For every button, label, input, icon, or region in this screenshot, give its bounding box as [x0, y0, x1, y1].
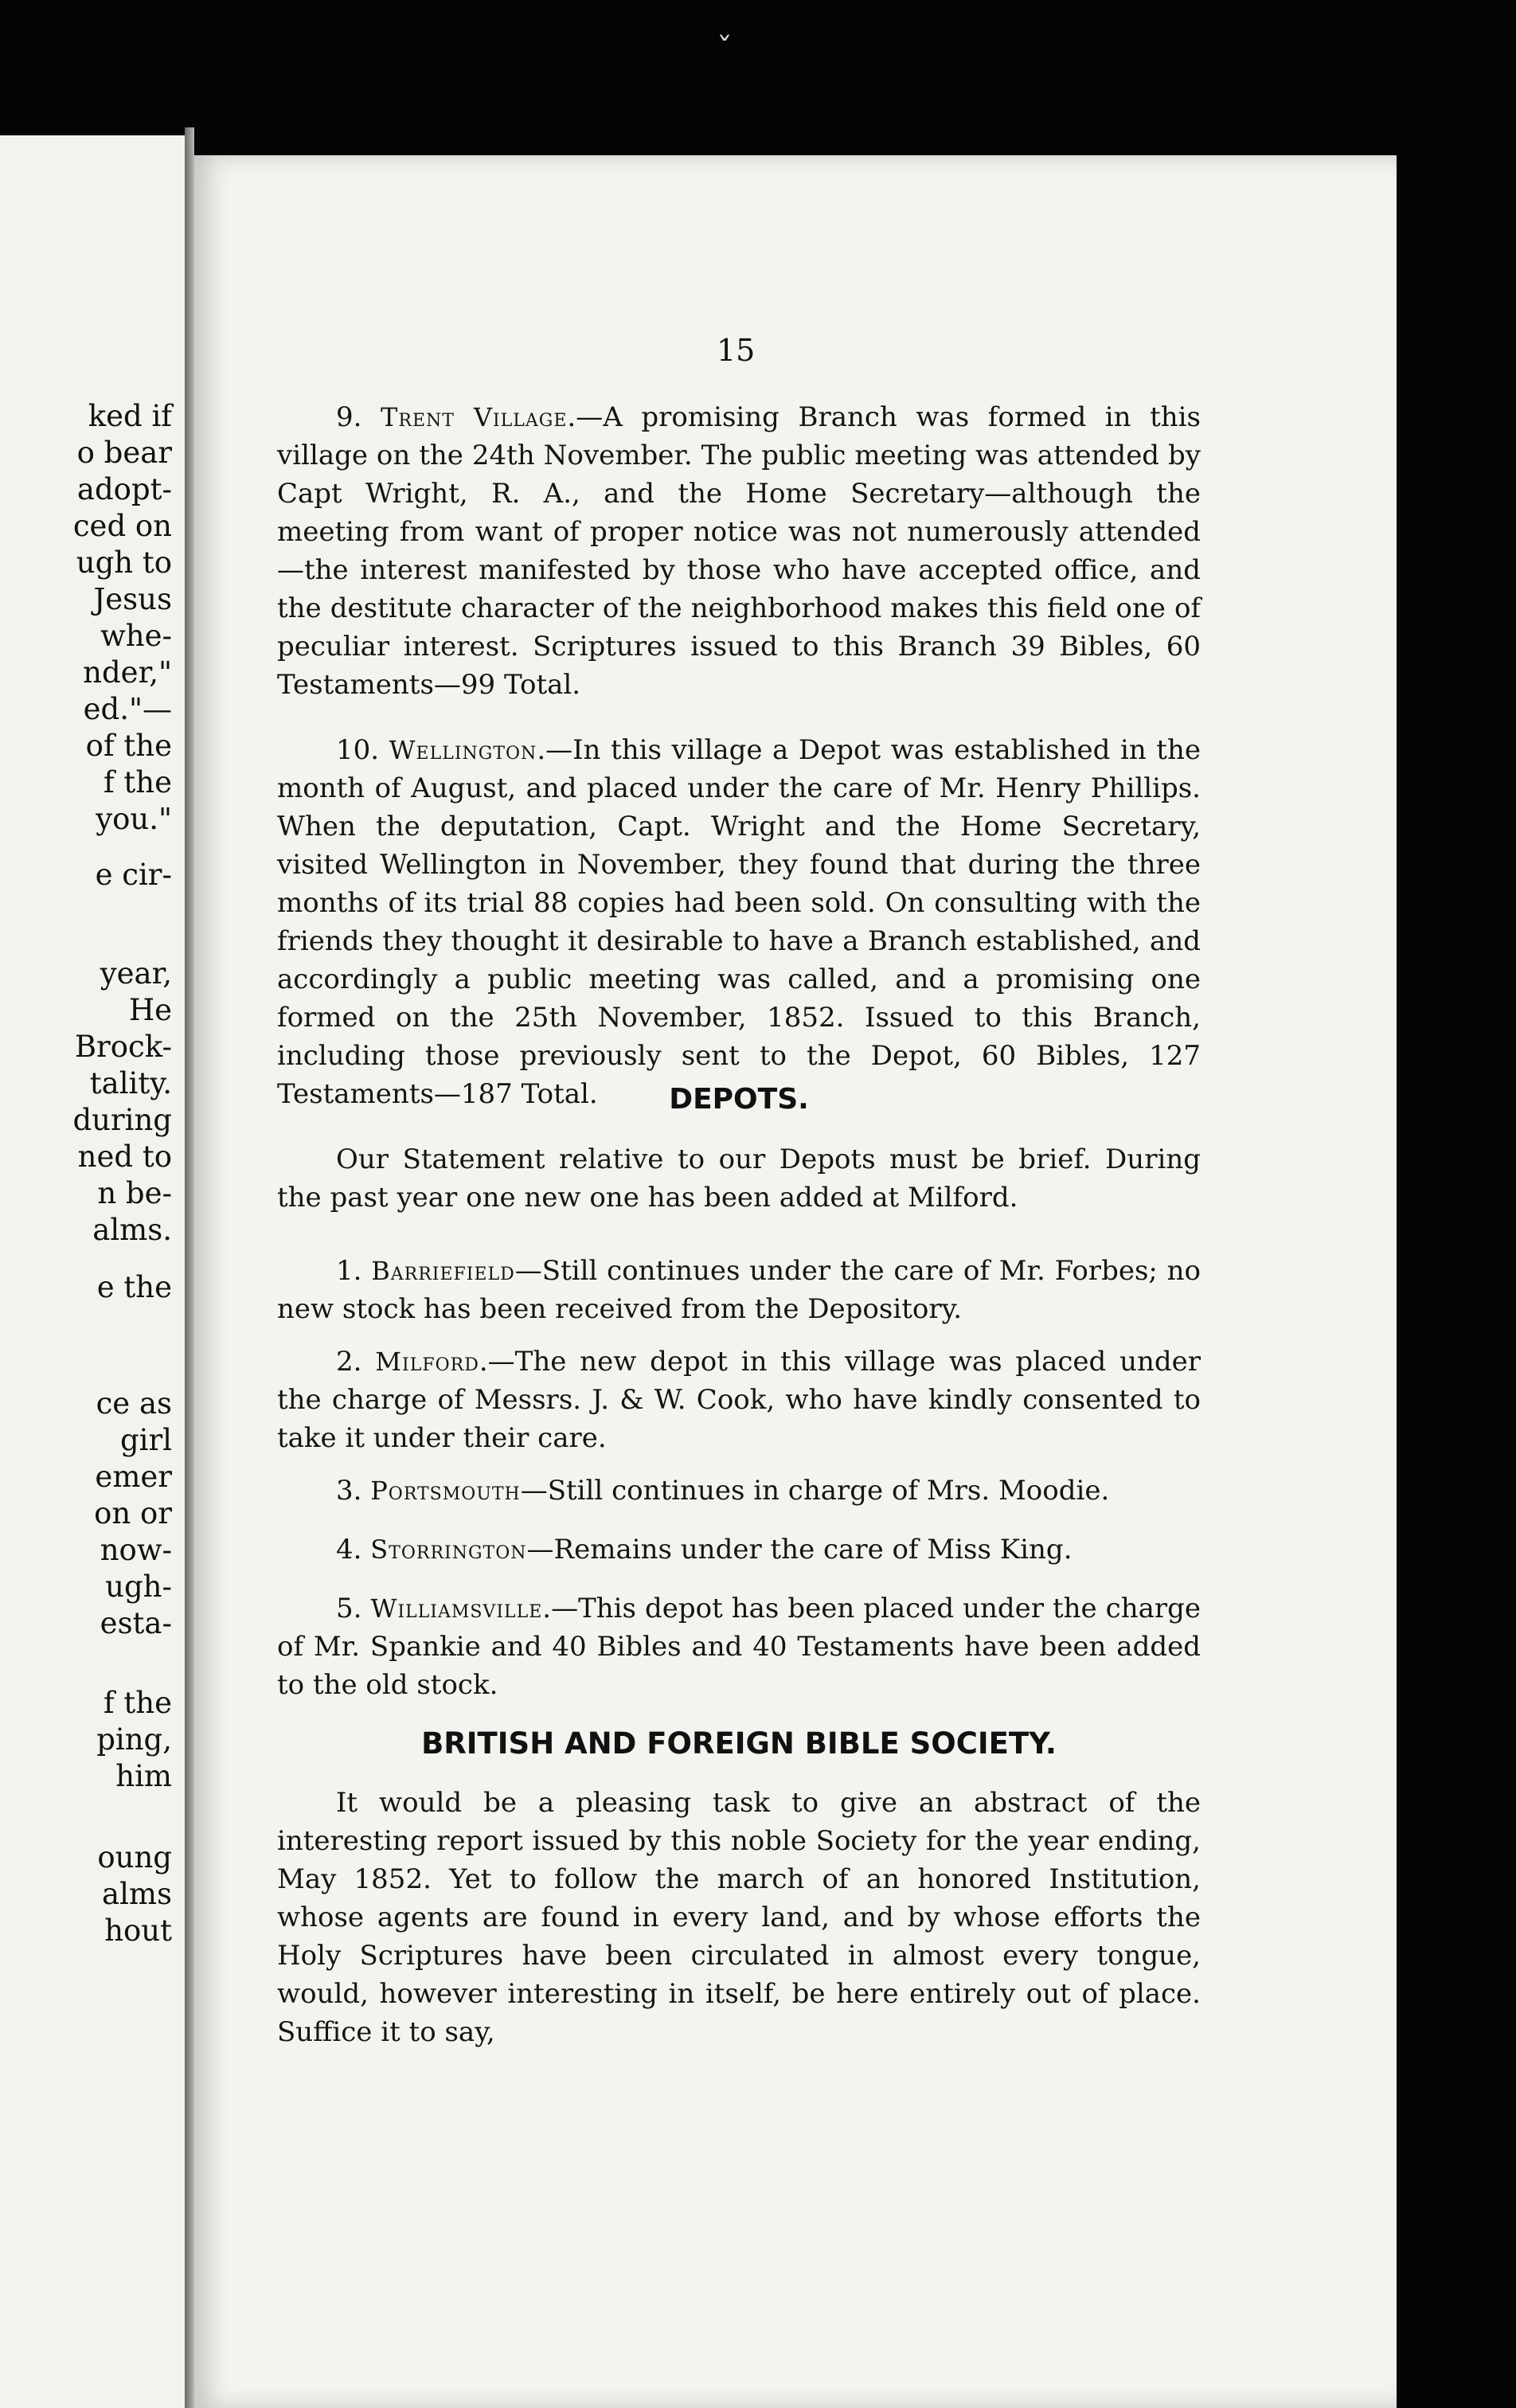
item-separator: .— [542, 1593, 579, 1624]
depot-williamsville [277, 1589, 1201, 1704]
item-separator: — [520, 1475, 548, 1507]
paragraph-trent-village [277, 398, 1201, 704]
left-line: e the [96, 1270, 172, 1304]
depot-storrington [277, 1530, 1201, 1569]
left-line: alms [102, 1877, 172, 1911]
item-name: Barriefield [371, 1256, 515, 1286]
left-line: ugh- [105, 1570, 172, 1604]
left-line: Brock- [74, 1030, 172, 1064]
left-line: now- [100, 1533, 172, 1567]
left-line: hout [104, 1914, 172, 1948]
item-name: Milford [375, 1347, 479, 1377]
item-separator: .— [479, 1346, 515, 1378]
left-line: Jesus [93, 582, 172, 616]
society-heading: BRITISH AND FOREIGN BIBLE SOCIETY. [421, 1726, 1057, 1761]
item-separator: — [514, 1255, 542, 1287]
scan-speck: ˇ [717, 32, 733, 68]
left-line: He [128, 993, 172, 1027]
adjacent-page-fragment [0, 135, 185, 2408]
left-line: on or [94, 1496, 172, 1530]
item-name: Trent Village [381, 402, 568, 432]
item-text: A promising Branch was formed in this village on the 24th November. The public meeting was attended by Capt Wright, R. A., and the Home Secretary—although the meeting from want of proper notice was not numerously attended—the interest manifested by those who have accepted office, and the destitute character of the neighborhood makes this field one of peculiar interest. Scriptures issued to this Branch 39 Bibles, 60 Testaments—99 Total. [277, 401, 1201, 701]
paragraph-wellington [277, 731, 1201, 1113]
left-line: ked if [88, 399, 172, 433]
left-line: n be- [97, 1176, 172, 1210]
item-name: Wellington [389, 735, 537, 765]
left-line: ping, [96, 1722, 172, 1757]
left-line: of the [85, 729, 172, 763]
page-gutter [185, 127, 194, 2408]
society-paragraph: It would be a pleasing task to give an abstract of the interesting report issued by this noble Society for the year ending, May 1852. Yet to follow the march of an honored Institution, whose agents are found in every land, and by whose efforts the Holy Scriptures have been circulated in almost every tongue, would, however interesting in itself, be here entirely out of place. Suffice it to say, [277, 1787, 1201, 2048]
left-line: ned to [77, 1140, 172, 1174]
left-line: e cir- [95, 858, 172, 892]
depot-portsmouth [277, 1472, 1201, 1510]
left-line: whe- [100, 619, 172, 653]
depots-intro: Our Statement relative to our Depots must be brief. During the past year one new one has been added at Milford. [277, 1143, 1201, 1214]
left-line: ce as [96, 1386, 172, 1421]
left-line: f the [103, 1686, 172, 1720]
item-separator: — [526, 1534, 554, 1566]
item-number: 3. [336, 1475, 362, 1507]
left-line: ed."— [83, 692, 172, 726]
item-text: The new depot in this village was placed under the charge of Messrs. J. & W. Cook, who have kindly consented to take it under their care. [277, 1346, 1201, 1454]
left-line: tality. [89, 1066, 172, 1100]
item-name: Storrington [370, 1534, 527, 1565]
left-line: emer [95, 1460, 172, 1494]
item-number: 5. [336, 1593, 362, 1624]
left-line: esta- [100, 1606, 172, 1640]
left-line: girl [119, 1423, 172, 1457]
item-text: Remains under the care of Miss King. [553, 1534, 1073, 1566]
left-line: f the [103, 765, 172, 799]
page-number: 15 [717, 333, 756, 368]
depot-barriefield [277, 1252, 1201, 1328]
item-text: Still continues in charge of Mrs. Moodie. [547, 1475, 1110, 1507]
item-number: 9. [336, 401, 362, 433]
left-line: you." [96, 802, 172, 836]
left-line: oung [97, 1840, 172, 1874]
item-text: In this village a Depot was established in the month of August, and placed under the care of Mr. Henry Phillips. When the deputation, Capt. Wright and the Home Secretary, visited Wellington in November, they found that during the three months of its trial 88 copies had been sold. On consulting with the friends they thought it desirable to have a Branch established, and accordingly a public meeting was called, and a promising one formed on the 25th November, 1852. Issued to this Branch, including those previously sent to the Depot, 60 Bibles, 127 Testaments—187 Total. [277, 734, 1201, 1110]
depots-heading: DEPOTS. [669, 1083, 809, 1116]
left-line: alms. [92, 1213, 172, 1247]
item-number: 10. [336, 734, 380, 766]
item-number: 4. [336, 1534, 362, 1566]
item-number: 2. [336, 1346, 362, 1378]
left-line: nder," [83, 655, 172, 690]
item-separator: .— [537, 734, 573, 766]
left-line: o bear [76, 436, 172, 470]
left-line: ced on [72, 509, 172, 543]
item-name: Williamsville [370, 1593, 543, 1624]
item-text: This depot has been placed under the charge of Mr. Spankie and 40 Bibles and 40 Testaments have been added to the old stock. [277, 1593, 1201, 1701]
left-line: during [72, 1103, 172, 1137]
left-line: adopt- [76, 472, 172, 506]
item-text: Still continues under the care of Mr. Forbes; no new stock has been received from the Depository. [277, 1255, 1201, 1325]
left-line: year, [100, 956, 172, 991]
depot-milford [277, 1343, 1201, 1457]
item-number: 1. [336, 1255, 362, 1287]
item-name: Portsmouth [370, 1476, 521, 1506]
left-line: ugh to [76, 545, 172, 580]
item-separator: .— [567, 401, 604, 433]
left-line: him [115, 1759, 172, 1793]
